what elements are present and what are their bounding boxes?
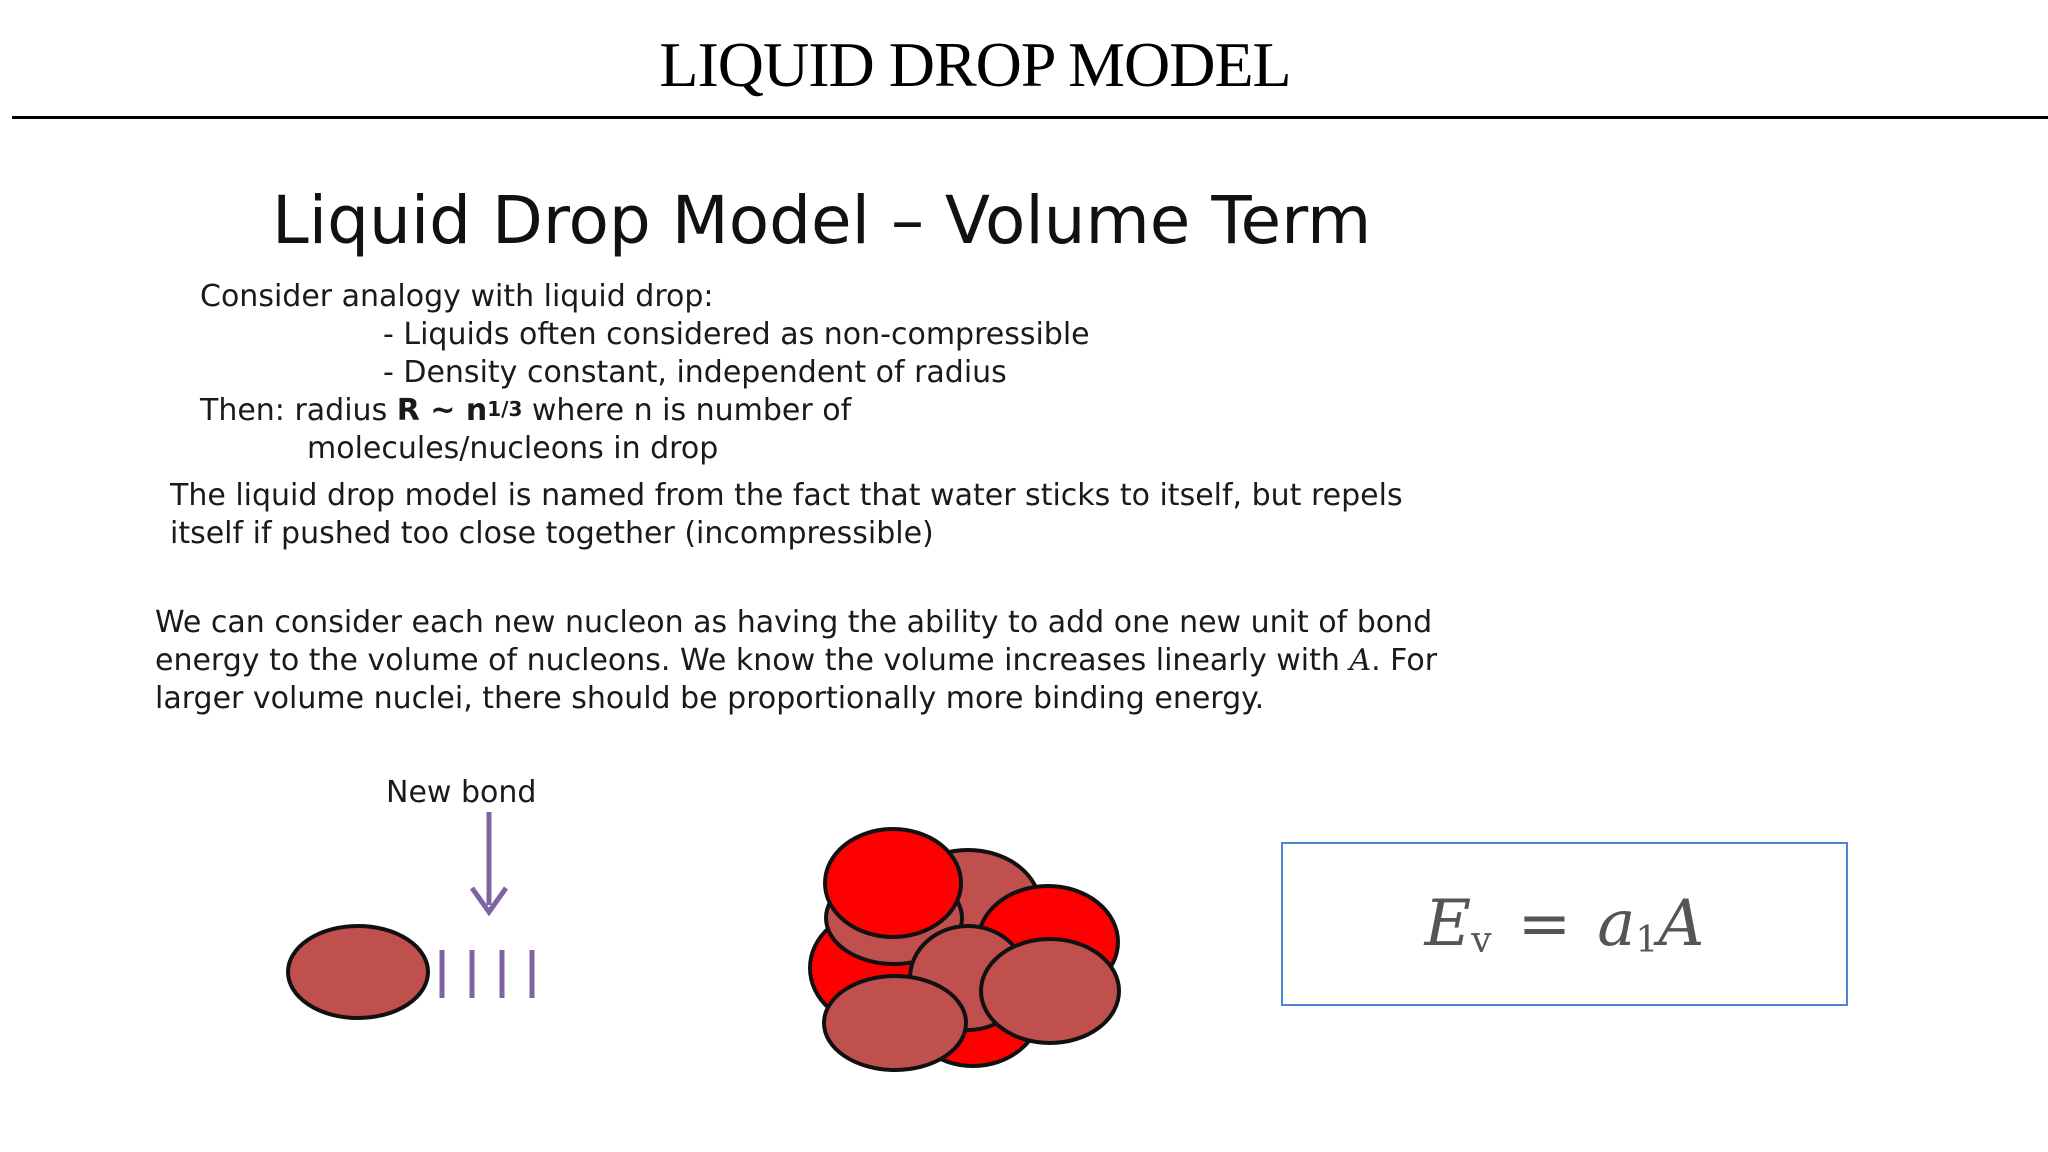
page-title: LIQUID DROP MODEL xyxy=(659,29,1291,100)
then-suffix: where n is number of xyxy=(522,393,852,428)
formula-a: a xyxy=(1597,887,1636,961)
paragraph-2-line-3: larger volume nuclei, there should be proportionally more binding energy. xyxy=(155,681,1265,716)
nucleon xyxy=(825,829,961,937)
paragraph-2-line-2-end: . For xyxy=(1371,643,1438,678)
paragraph-1-line-1: The liquid drop model is named from the fact that water sticks to itself, but repels xyxy=(170,478,1403,513)
paragraph-1-line-2: itself if pushed too close together (incompressible) xyxy=(170,516,934,551)
volume-term-formula xyxy=(1281,842,1848,1006)
paragraph-2-line-2-text: energy to the volume of nucleons. We know the volume increases linearly with xyxy=(155,643,1350,678)
radius-relation: R ~ n xyxy=(396,393,488,428)
formula-equals: = xyxy=(1517,887,1572,961)
intro-text: Consider analogy with liquid drop: xyxy=(200,279,714,314)
paragraph-2-line-1: We can consider each new nucleon as having the ability to add one new unit of bond xyxy=(155,605,1433,640)
radius-exponent: 1/3 xyxy=(487,397,523,421)
formula-a-subscript: 1 xyxy=(1635,919,1659,961)
then-prefix: Then: radius xyxy=(200,393,397,428)
nucleon xyxy=(981,939,1119,1043)
formula-E: E xyxy=(1424,887,1472,961)
nucleon xyxy=(824,976,966,1070)
single-nucleon xyxy=(288,926,428,1018)
bullet-1: - Liquids often considered as non-compressible xyxy=(383,317,1090,352)
formula-A: A xyxy=(1658,887,1705,961)
bullet-2: - Density constant, independent of radius xyxy=(383,355,1007,390)
variable-A: A xyxy=(1349,643,1372,678)
nucleus-cluster xyxy=(810,829,1119,1070)
new-bond-label: New bond xyxy=(386,775,537,810)
then-line-2: molecules/nucleons in drop xyxy=(307,431,719,466)
formula-E-subscript: v xyxy=(1471,919,1492,961)
slide-title: Liquid Drop Model – Volume Term xyxy=(272,182,1372,259)
